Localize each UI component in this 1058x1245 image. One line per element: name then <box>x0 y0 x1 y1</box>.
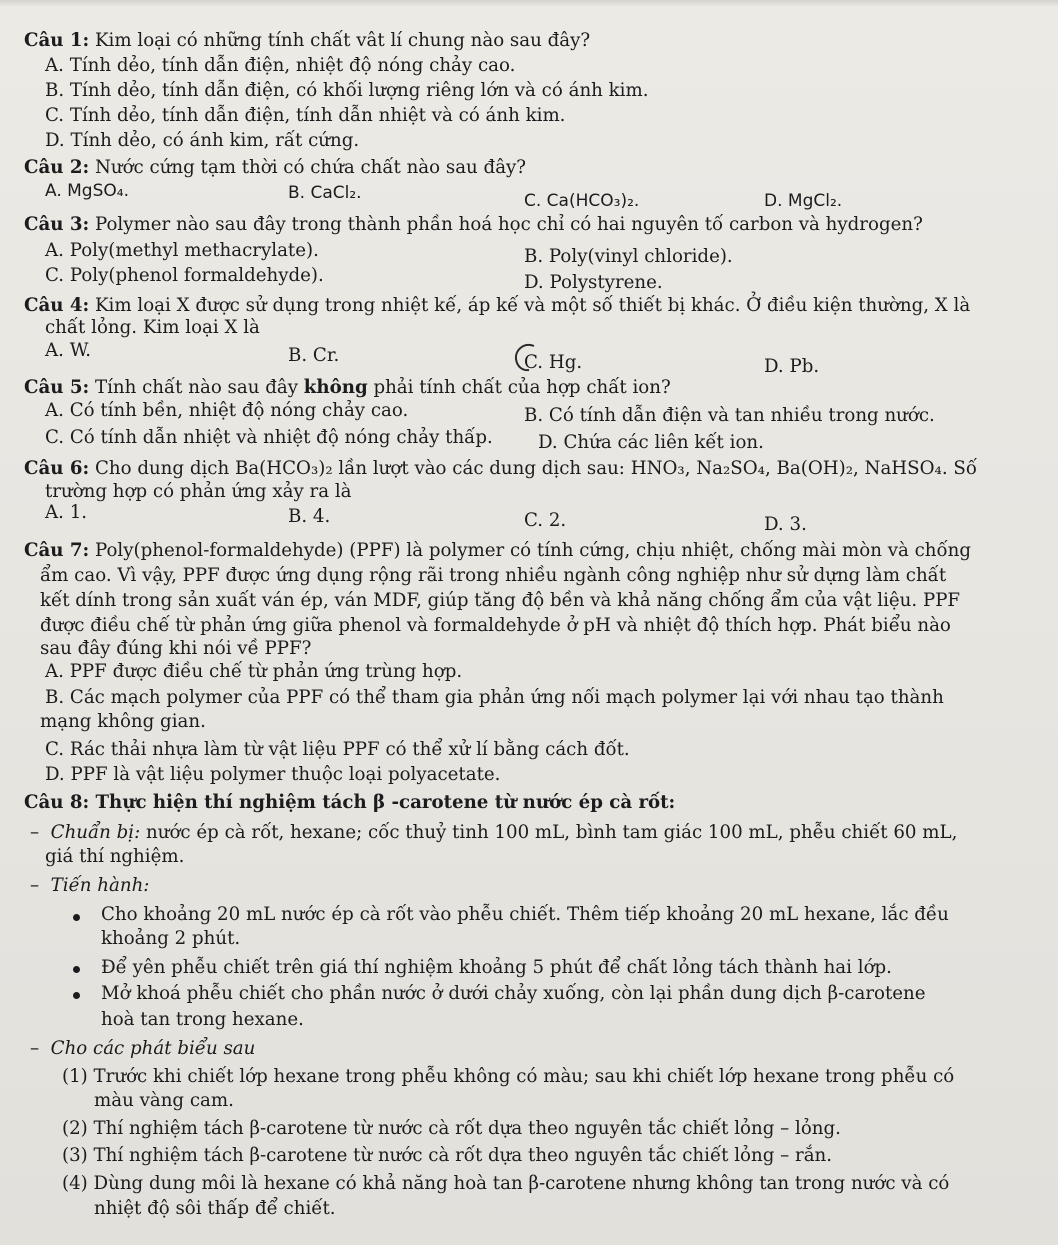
q8-statements-label: – Cho các phát biểu sau <box>30 1038 256 1059</box>
q4-option-a: A. W. <box>45 340 91 361</box>
bullet-icon <box>73 914 80 921</box>
q2-option-b: B. CaCl₂. <box>288 183 362 203</box>
q7-option-d: D. PPF là vật liệu polymer thuộc loại polyacetate. <box>45 764 501 785</box>
q8-statement-3: (3) Thí nghiệm tách β-carotene từ nước cà rốt dựa theo nguyên tắc chiết lỏng – rắn. <box>62 1145 833 1166</box>
q8-statement-4-line2: nhiệt độ sôi thấp để chiết. <box>94 1198 336 1219</box>
q8-step1-line1: Cho khoảng 20 mL nước ép cà rốt vào phễu chiết. Thêm tiếp khoảng 20 mL hexane, lắc đều <box>101 904 949 925</box>
q8-statement-4-line1: (4) Dùng dung môi là hexane có khả năng hoà tan β-carotene nhưng không tan trong nước và có <box>62 1173 950 1194</box>
q6-option-d: D. 3. <box>764 514 807 535</box>
q8-prep-line1: – Chuẩn bị: nước ép cà rốt, hexane; cốc thuỷ tinh 100 mL, bình tam giác 100 mL, phễu chiết 60 mL, <box>30 822 958 843</box>
q7-option-c: C. Rác thải nhựa làm từ vật liệu PPF có thể xử lí bằng cách đốt. <box>45 739 630 760</box>
q8-stem: Câu 8: Thực hiện thí nghiệm tách β -carotene từ nước ép cà rốt: <box>24 792 676 813</box>
q8-statement-2: (2) Thí nghiệm tách β-carotene từ nước cà rốt dựa theo nguyên tắc chiết lỏng – lỏng. <box>62 1118 841 1139</box>
q8-procedure-label: – Tiến hành: <box>30 875 150 896</box>
q2-stem: Câu 2: Nước cứng tạm thời có chứa chất nào sau đây? <box>24 157 527 178</box>
q6-stem-line1: Câu 6: Cho dung dịch Ba(HCO₃)₂ lần lượt vào các dung dịch sau: HNO₃, Na₂SO₄, Ba(OH)₂, NaHSO₄. Số <box>24 458 977 479</box>
q5-option-d: D. Chứa các liên kết ion. <box>538 432 764 453</box>
q8-step2: Để yên phễu chiết trên giá thí nghiệm khoảng 5 phút để chất lỏng tách thành hai lớp. <box>101 957 892 978</box>
q7-stem-line2: ẩm cao. Vì vậy, PPF được ứng dụng rộng rãi trong nhiều ngành công nghiệp như sử dựng làm chất <box>40 565 947 586</box>
q5-option-c: C. Có tính dẫn nhiệt và nhiệt độ nóng chảy thấp. <box>45 427 493 448</box>
q4-option-b: B. Cr. <box>288 345 340 366</box>
q5-option-a: A. Có tính bền, nhiệt độ nóng chảy cao. <box>45 400 409 421</box>
bullet-icon <box>73 992 80 999</box>
q3-option-c: C. Poly(phenol formaldehyde). <box>45 265 324 286</box>
q8-statement-1-line2: màu vàng cam. <box>94 1090 234 1111</box>
q4-stem-line2: chất lỏng. Kim loại X là <box>45 317 260 338</box>
q2-option-c: C. Ca(HCO₃)₂. <box>524 191 640 211</box>
q7-option-b-line1: B. Các mạch polymer của PPF có thể tham gia phản ứng nối mạch polymer lại với nhau tạo thành <box>45 687 944 708</box>
q8-step3-line2: hoà tan trong hexane. <box>101 1009 304 1030</box>
q1-option-c: C. Tính dẻo, tính dẫn điện, tính dẫn nhiệt và có ánh kim. <box>45 105 566 126</box>
q6-option-b: B. 4. <box>288 506 331 527</box>
q5-stem: Câu 5: Tính chất nào sau đây không phải tính chất của hợp chất ion? <box>24 377 671 398</box>
q4-stem-line1: Câu 4: Kim loại X được sử dụng trong nhiệt kế, áp kế và một số thiết bị khác. Ở điều kiện thường, X là <box>24 295 971 316</box>
q2-option-d: D. MgCl₂. <box>764 191 843 211</box>
q3-option-d: D. Polystyrene. <box>524 272 663 293</box>
q4-option-d: D. Pb. <box>764 356 820 377</box>
paper-top-edge <box>0 0 1058 6</box>
q4-option-c: C. Hg. <box>524 352 583 373</box>
q1-option-b: B. Tính dẻo, tính dẫn điện, có khối lượng riêng lớn và có ánh kim. <box>45 80 649 101</box>
q2-option-a: A. MgSO₄. <box>45 181 129 201</box>
q1-option-a: A. Tính dẻo, tính dẫn điện, nhiệt độ nóng chảy cao. <box>45 55 516 76</box>
q7-option-a: A. PPF được điều chế từ phản ứng trùng hợp. <box>45 661 463 682</box>
q1-option-d: D. Tính dẻo, có ánh kim, rất cứng. <box>45 130 360 151</box>
q3-option-b: B. Poly(vinyl chloride). <box>524 246 733 267</box>
q7-stem-line1: Câu 7: Poly(phenol-formaldehyde) (PPF) là polymer có tính cứng, chịu nhiệt, chống mài mòn và chống <box>24 540 971 561</box>
q7-stem-line5: sau đây đúng khi nói về PPF? <box>40 638 312 659</box>
q1-stem: Câu 1: Kim loại có những tính chất vât lí chung nào sau đây? <box>24 30 591 51</box>
q3-option-a: A. Poly(methyl methacrylate). <box>45 240 319 261</box>
q6-stem-line2: trường hợp có phản ứng xảy ra là <box>45 481 352 502</box>
q6-option-c: C. 2. <box>524 510 567 531</box>
q5-option-b: B. Có tính dẫn điện và tan nhiều trong nước. <box>524 405 935 426</box>
q7-stem-line3: kết dính trong sản xuất ván ép, ván MDF, giúp tăng độ bền và khả năng chống ẩm của vật liệu. PPF <box>40 590 961 611</box>
q8-step1-line2: khoảng 2 phút. <box>101 928 241 949</box>
q7-stem-line4: được điều chế từ phản ứng giữa phenol và formaldehyde ở pH và nhiệt độ thích hợp. Phát biểu nào <box>40 615 951 636</box>
q8-step3-line1: Mở khoá phễu chiết cho phần nước ở dưới chảy xuống, còn lại phần dung dịch β-carotene <box>101 983 926 1004</box>
bullet-icon <box>73 966 80 973</box>
hand-circle-mark <box>512 340 538 374</box>
q7-option-b-line2: mạng không gian. <box>40 711 206 732</box>
q8-statement-1-line1: (1) Trước khi chiết lớp hexane trong phễu không có màu; sau khi chiết lớp hexane trong phễu có <box>62 1066 955 1087</box>
q8-prep-line2: giá thí nghiệm. <box>45 846 185 867</box>
q6-option-a: A. 1. <box>45 502 88 523</box>
q3-stem: Câu 3: Polymer nào sau đây trong thành phần hoá học chỉ có hai nguyên tố carbon và hydrogen? <box>24 214 923 235</box>
